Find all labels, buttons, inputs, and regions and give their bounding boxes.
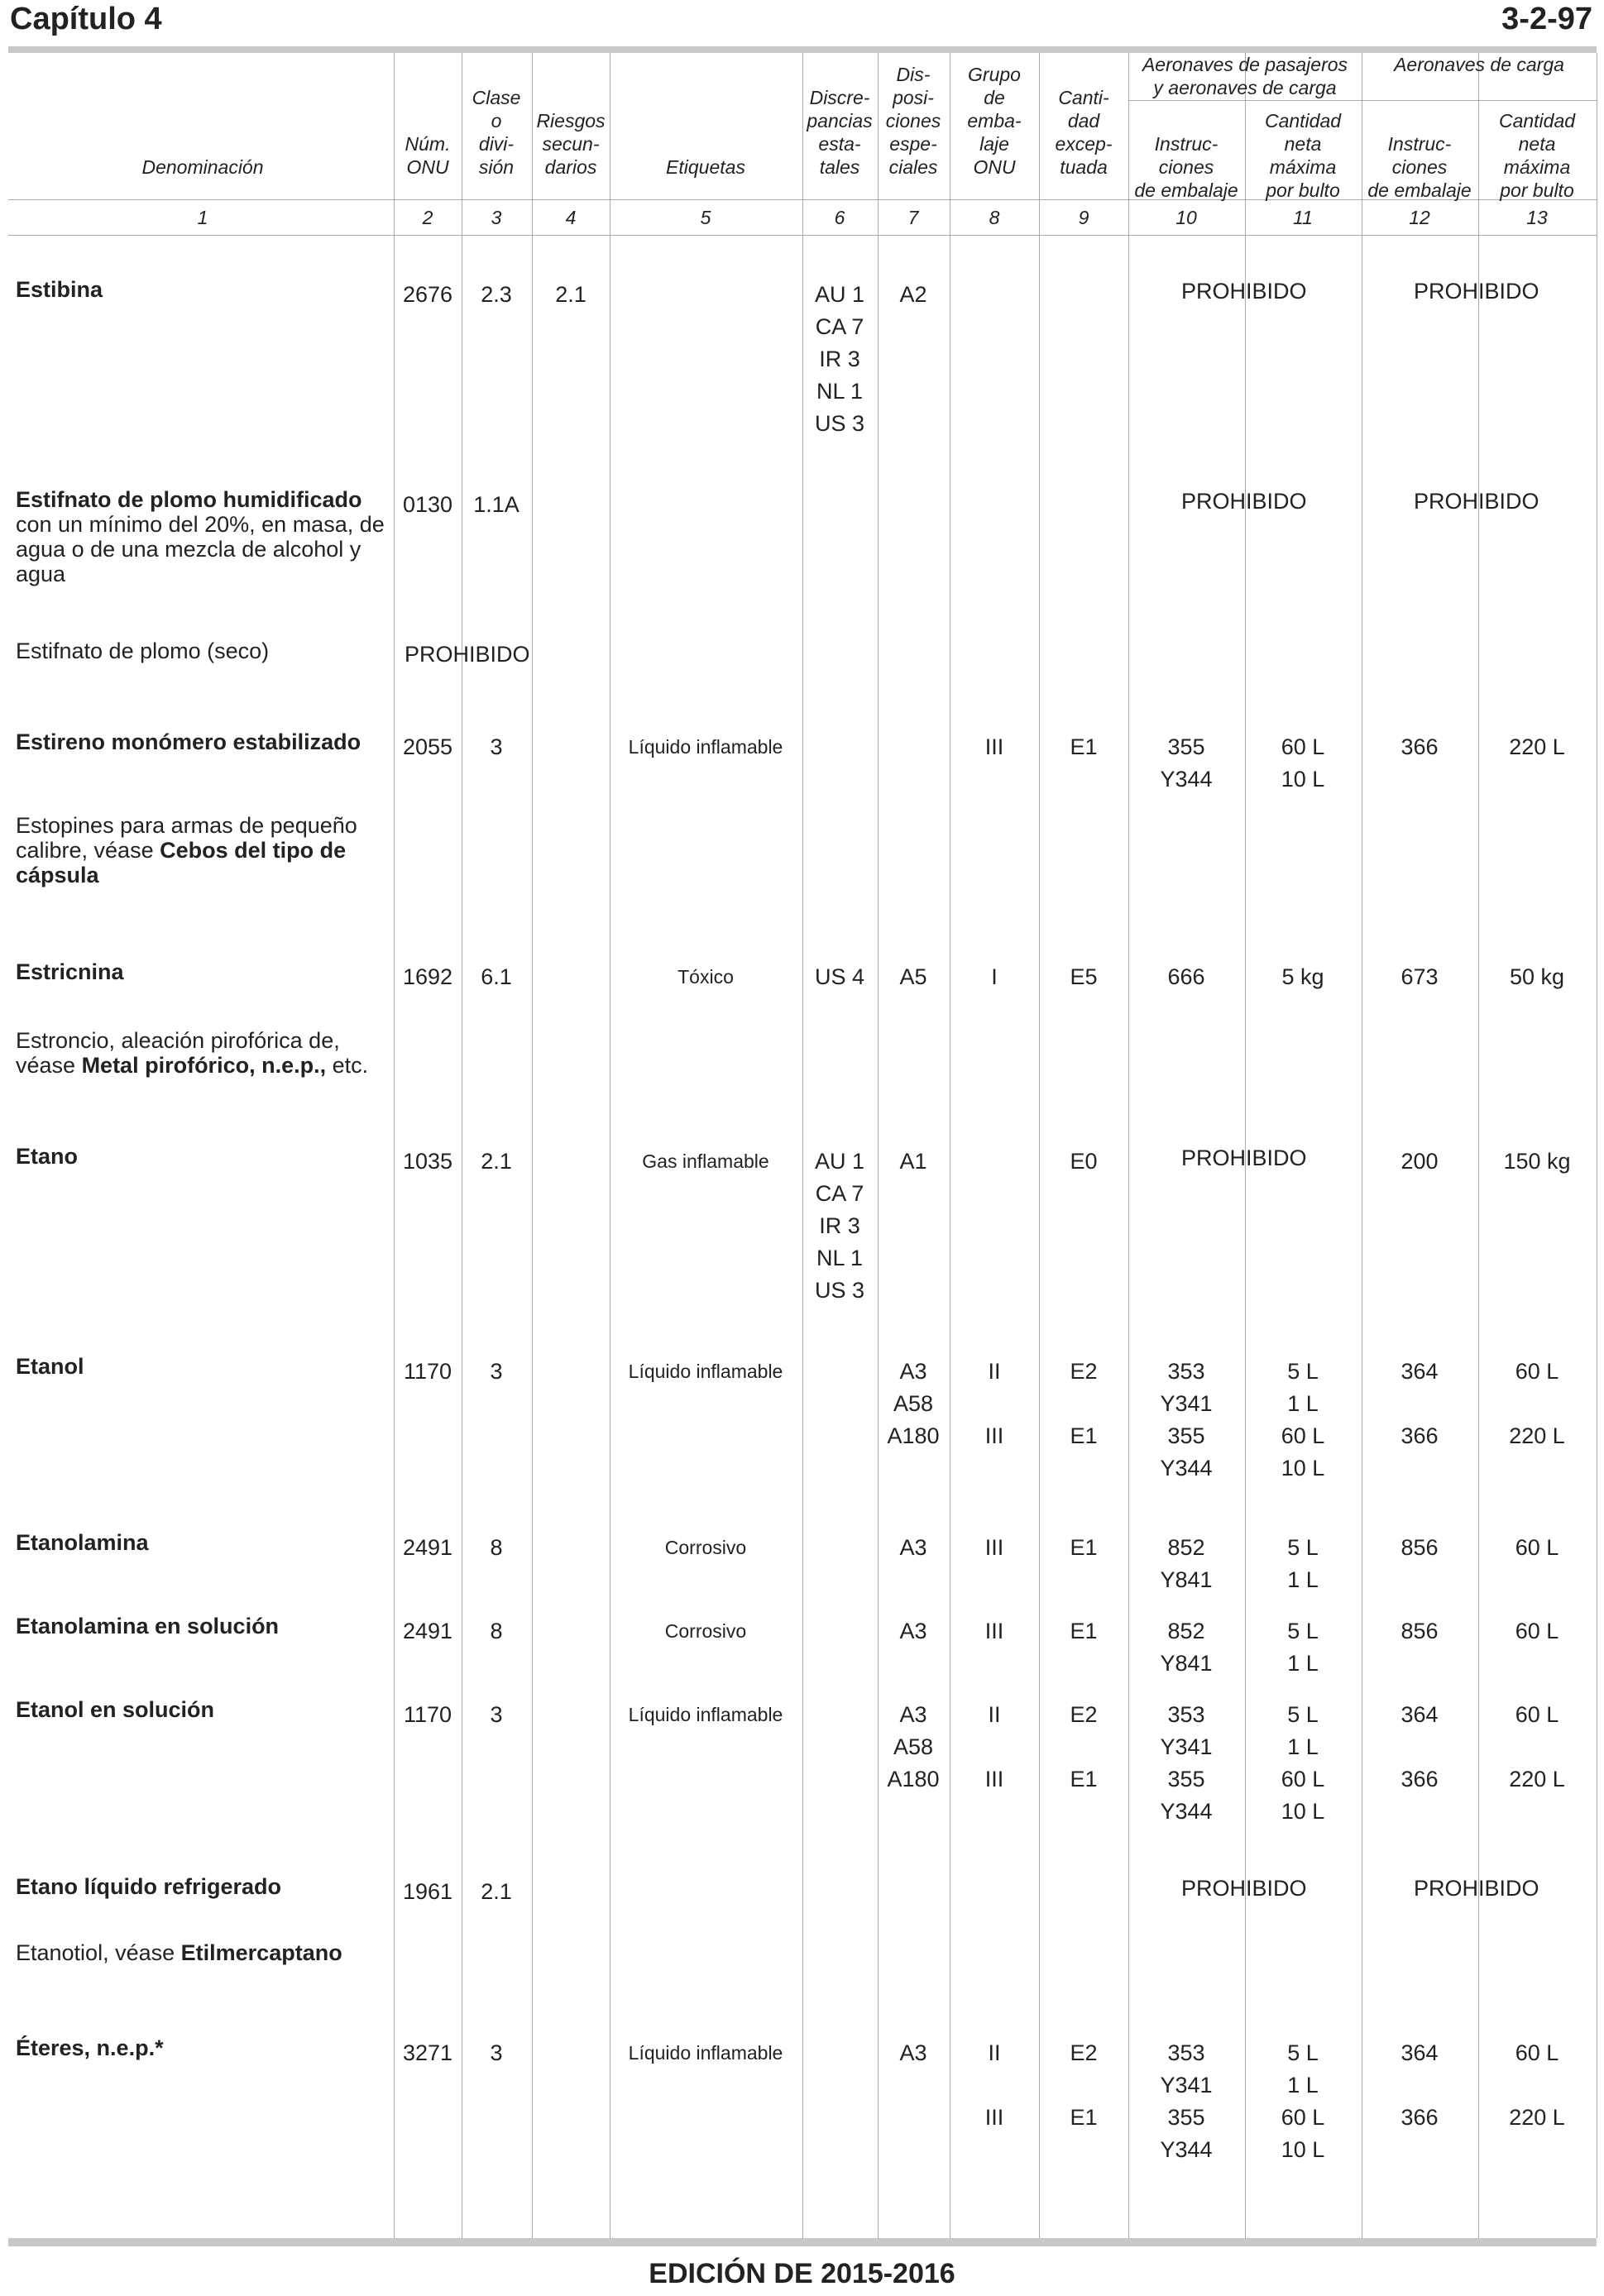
- header-cantidad-neta-pax: neta: [1284, 133, 1322, 155]
- cargo-max-net-qty: 60 L: [1515, 1702, 1559, 1727]
- column-number: 7: [907, 207, 919, 228]
- pax-max-net-qty: 10 L: [1281, 1799, 1325, 1824]
- name-prefix: Estroncio, aleación pirofórica de, véase: [16, 1028, 340, 1078]
- header-cantidad-neta-cargo: neta: [1518, 133, 1556, 155]
- excepted-quantity: E1: [1070, 1767, 1098, 1791]
- packing-group: III: [984, 1767, 1004, 1791]
- state-variation: AU 1: [814, 282, 865, 307]
- edition-footer: EDICIÓN DE 2015-2016: [649, 2258, 955, 2289]
- header-cantidad: Canti-: [1058, 87, 1109, 108]
- class-division: 8: [490, 1619, 503, 1643]
- pax-packing-instruction: 353: [1167, 1702, 1205, 1727]
- pax-max-net-qty: 5 L: [1287, 1359, 1319, 1384]
- header-clase: Clase: [472, 87, 521, 108]
- pax-packing-instruction: 355: [1167, 2105, 1205, 2130]
- hazard-label: Corrosivo: [664, 1620, 747, 1642]
- pax-packing-instruction: 666: [1167, 964, 1205, 989]
- state-variation: NL 1: [816, 1246, 864, 1270]
- special-provision: A1: [899, 1149, 927, 1174]
- header-cantidad-neta-cargo: máxima: [1503, 156, 1571, 178]
- header-cantidad: excep-: [1055, 133, 1113, 155]
- cargo-packing-instruction: 364: [1401, 1359, 1439, 1384]
- column-number: 2: [422, 207, 433, 228]
- header-discrepancias: tales: [819, 156, 860, 178]
- hazard-label: Líquido inflamable: [628, 736, 783, 758]
- hazard-label: Líquido inflamable: [628, 2042, 783, 2064]
- page-number: 3-2-97: [1501, 2, 1592, 36]
- state-variation: US 4: [814, 964, 865, 989]
- cargo-packing-instruction: 856: [1401, 1619, 1439, 1643]
- special-provision: A3: [899, 1359, 927, 1384]
- class-division: 1.1A: [473, 492, 520, 517]
- header-cantidad: tuada: [1060, 156, 1108, 178]
- name-bold: Estibina: [16, 277, 103, 302]
- name-bold: Etanol en solución: [16, 1697, 215, 1722]
- packing-group: III: [984, 1423, 1004, 1448]
- header-instrucciones-pax: ciones: [1158, 156, 1214, 178]
- pax-packing-instruction: Y344: [1160, 767, 1213, 792]
- pax-packing-instruction: Y841: [1160, 1651, 1213, 1676]
- onu-number: 1035: [402, 1149, 453, 1174]
- header-denominacion: Denominación: [141, 156, 264, 178]
- item-name: [16, 1874, 388, 1899]
- header-riesgos: Riesgos: [536, 110, 606, 132]
- class-division: 6.1: [481, 964, 512, 989]
- pax-packing-instruction: Y341: [1160, 1734, 1213, 1759]
- cargo-packing-instruction: 200: [1401, 1149, 1439, 1174]
- excepted-quantity: E2: [1070, 1702, 1098, 1727]
- name-bold: Éteres, n.e.p.*: [16, 2035, 164, 2060]
- header-num-onu: Núm.: [405, 133, 451, 155]
- onu-number: 2055: [402, 734, 453, 759]
- header-riesgos: darios: [544, 156, 597, 178]
- header-grupo: Grupo: [968, 64, 1021, 85]
- excepted-quantity: E1: [1070, 1535, 1098, 1560]
- header-cantidad-neta-pax: Cantidad: [1264, 110, 1342, 132]
- item-name: [16, 729, 388, 754]
- onu-number: 1692: [402, 964, 453, 989]
- packing-group: I: [991, 964, 998, 989]
- cargo-packing-instruction: 856: [1401, 1535, 1439, 1560]
- column-number: 4: [565, 207, 577, 228]
- pax-max-net-qty: 10 L: [1281, 2137, 1325, 2162]
- state-variation: US 3: [814, 1278, 865, 1303]
- item-name: [16, 639, 388, 663]
- excepted-quantity: E2: [1070, 1359, 1098, 1384]
- prohibited-cargo: PROHIBIDO: [1414, 279, 1539, 304]
- excepted-quantity: E2: [1070, 2040, 1098, 2065]
- hazard-label: Líquido inflamable: [628, 1704, 783, 1725]
- special-provision: A58: [893, 1391, 934, 1416]
- column-number: 13: [1526, 207, 1548, 228]
- state-variation: AU 1: [814, 1149, 865, 1174]
- header-etiquetas: Etiquetas: [666, 156, 745, 178]
- name-bold: Etanolamina en solución: [16, 1614, 280, 1638]
- pax-max-net-qty: 1 L: [1287, 1567, 1319, 1592]
- packing-group: III: [984, 2105, 1004, 2130]
- cargo-packing-instruction: 366: [1401, 1767, 1439, 1791]
- item-name: [16, 1940, 388, 1965]
- cargo-max-net-qty: 220 L: [1509, 734, 1565, 759]
- header-clase: sión: [478, 156, 515, 178]
- header-disposiciones: ciales: [888, 156, 938, 178]
- item-name: [16, 1028, 388, 1078]
- pax-packing-instruction: Y344: [1160, 1799, 1213, 1824]
- name-reference: Metal pirofórico, n.e.p.,: [81, 1053, 327, 1078]
- excepted-quantity: E1: [1070, 2105, 1098, 2130]
- excepted-quantity: E1: [1070, 1423, 1098, 1448]
- cargo-packing-instruction: 364: [1401, 1702, 1439, 1727]
- prohibited-cargo: PROHIBIDO: [1414, 1876, 1539, 1901]
- name-reference: Etilmercaptano: [180, 1940, 342, 1965]
- header-carga-group: Aeronaves de carga: [1394, 54, 1564, 75]
- pax-max-net-qty: 60 L: [1281, 1423, 1325, 1448]
- class-division: 3: [490, 734, 503, 759]
- name-bold: Estifnato de plomo humidificado: [16, 487, 362, 512]
- cargo-max-net-qty: 220 L: [1509, 1423, 1565, 1448]
- header-clase: divi-: [478, 133, 515, 155]
- special-provision: A3: [899, 2040, 927, 2065]
- name-bold: Etanolamina: [16, 1530, 149, 1555]
- cargo-max-net-qty: 60 L: [1515, 1359, 1559, 1384]
- header-grupo: laje: [979, 133, 1009, 155]
- packing-group: II: [988, 2040, 1001, 2065]
- class-division: 2.1: [481, 1149, 512, 1174]
- excepted-quantity: E1: [1070, 1619, 1098, 1643]
- name-bold: Estireno monómero estabilizado: [16, 729, 361, 754]
- class-division: 8: [490, 1535, 503, 1560]
- column-number: 11: [1293, 207, 1313, 228]
- state-variation: US 3: [814, 411, 865, 436]
- item-name: [16, 487, 388, 586]
- pax-packing-instruction: 355: [1167, 1767, 1205, 1791]
- cargo-max-net-qty: 220 L: [1509, 2105, 1565, 2130]
- name-reference: Cebos del tipo de cápsula: [16, 838, 347, 887]
- header-instrucciones-pax: Instruc-: [1154, 133, 1219, 155]
- onu-number: 1961: [402, 1879, 453, 1904]
- pax-packing-instruction: 852: [1167, 1535, 1205, 1560]
- pax-packing-instruction: 353: [1167, 1359, 1205, 1384]
- header-cantidad-neta-cargo: Cantidad: [1498, 110, 1576, 132]
- pax-max-net-qty: 5 L: [1287, 1535, 1319, 1560]
- pax-max-net-qty: 60 L: [1281, 734, 1325, 759]
- top-rule: [8, 46, 1597, 53]
- onu-number: 2491: [402, 1535, 453, 1560]
- pax-max-net-qty: 1 L: [1287, 1391, 1319, 1416]
- header-cantidad-neta-pax: máxima: [1269, 156, 1337, 178]
- name-bold: Etano: [16, 1144, 79, 1169]
- header-instrucciones-pax: de embalaje: [1134, 179, 1238, 201]
- prohibited-passenger: PROHIBIDO: [1181, 279, 1307, 304]
- header-discrepancias: Discre-: [809, 87, 870, 108]
- pax-max-net-qty: 10 L: [1281, 767, 1325, 792]
- item-name: [16, 959, 388, 984]
- cargo-packing-instruction: 673: [1401, 964, 1439, 989]
- column-number: 1: [197, 207, 208, 228]
- header-instrucciones-cargo: Instruc-: [1387, 133, 1452, 155]
- state-variation: CA 7: [815, 314, 864, 339]
- header-discrepancias: pancias: [807, 110, 873, 132]
- special-provision: A180: [887, 1767, 940, 1791]
- class-division: 3: [490, 1702, 503, 1727]
- header-cantidad-neta-pax: por bulto: [1266, 179, 1340, 201]
- header-numbers-line: [8, 235, 1597, 236]
- pax-max-net-qty: 1 L: [1287, 1734, 1319, 1759]
- cargo-packing-instruction: 366: [1401, 1423, 1439, 1448]
- hazard-label: Corrosivo: [664, 1537, 747, 1558]
- onu-number: 3271: [402, 2040, 453, 2065]
- header-instrucciones-cargo: de embalaje: [1367, 179, 1472, 201]
- cargo-packing-instruction: 366: [1401, 2105, 1439, 2130]
- pax-packing-instruction: Y341: [1160, 1391, 1213, 1416]
- onu-number: 1170: [403, 1359, 452, 1384]
- name-bold: Estricnina: [16, 959, 124, 984]
- hazard-label: Gas inflamable: [642, 1150, 769, 1172]
- special-provision: A2: [899, 282, 927, 307]
- packing-group: II: [988, 1359, 1001, 1384]
- item-name: [16, 277, 388, 302]
- class-division: 2.1: [481, 1879, 512, 1904]
- header-num-onu: ONU: [406, 156, 449, 178]
- special-provision: A180: [887, 1423, 940, 1448]
- excepted-quantity: E0: [1070, 1149, 1098, 1174]
- header-pasajeros-group: Aeronaves de pasajeros: [1142, 54, 1348, 75]
- cargo-max-net-qty: 150 kg: [1503, 1149, 1571, 1174]
- name-bold: Etano líquido refrigerado: [16, 1874, 282, 1899]
- header-clase: o: [491, 110, 502, 132]
- packing-group: III: [984, 734, 1004, 759]
- onu-number: 2676: [402, 282, 453, 307]
- class-division: 3: [490, 1359, 503, 1384]
- pax-packing-instruction: Y344: [1160, 2137, 1213, 2162]
- header-grupo: ONU: [973, 156, 1016, 178]
- header-riesgos: secun-: [542, 133, 600, 155]
- pax-packing-instruction: Y341: [1160, 2073, 1213, 2097]
- state-variation: NL 1: [816, 379, 864, 404]
- cargo-max-net-qty: 60 L: [1515, 2040, 1559, 2065]
- pax-max-net-qty: 60 L: [1281, 2105, 1325, 2130]
- excepted-quantity: E5: [1070, 964, 1098, 989]
- state-variation: IR 3: [819, 1213, 860, 1238]
- header-cantidad-neta-cargo: por bulto: [1500, 179, 1574, 201]
- header-grupo: emba-: [967, 110, 1022, 132]
- item-name: [16, 1614, 388, 1638]
- pax-max-net-qty: 10 L: [1281, 1456, 1325, 1480]
- onu-number: 0130: [402, 492, 453, 517]
- header-pasajeros-group: y aeronaves de carga: [1153, 77, 1337, 98]
- state-variation: CA 7: [815, 1181, 864, 1206]
- hazard-label: Líquido inflamable: [628, 1361, 783, 1382]
- pax-packing-instruction: Y841: [1160, 1567, 1213, 1592]
- prohibited-cargo: PROHIBIDO: [1414, 489, 1539, 514]
- pax-max-net-qty: 60 L: [1281, 1767, 1325, 1791]
- header-disposiciones: Dis-: [896, 64, 931, 85]
- header-group-line: [1128, 100, 1597, 101]
- bottom-rule: [8, 2238, 1597, 2246]
- packing-group: III: [984, 1619, 1004, 1643]
- secondary-risk: 2.1: [555, 282, 587, 307]
- excepted-quantity: E1: [1070, 734, 1098, 759]
- pax-max-net-qty: 5 L: [1287, 2040, 1319, 2065]
- column-number: 12: [1409, 207, 1430, 228]
- packing-group: II: [988, 1702, 1001, 1727]
- special-provision: A58: [893, 1734, 934, 1759]
- pax-packing-instruction: 852: [1167, 1619, 1205, 1643]
- pax-max-net-qty: 1 L: [1287, 2073, 1319, 2097]
- name-prefix: Estopines para armas de pequeño calibre, véase: [16, 813, 357, 863]
- item-name: [16, 2035, 388, 2060]
- column-number: 5: [700, 207, 711, 228]
- item-name: [16, 1354, 388, 1379]
- cargo-packing-instruction: 364: [1401, 2040, 1439, 2065]
- item-name: [16, 1530, 388, 1555]
- name-suffix: etc.: [326, 1053, 369, 1078]
- header-disposiciones: espe-: [889, 133, 937, 155]
- pax-max-net-qty: 1 L: [1287, 1651, 1319, 1676]
- special-provision: A3: [899, 1619, 927, 1643]
- cargo-max-net-qty: 220 L: [1509, 1767, 1565, 1791]
- chapter-title: Capítulo 4: [10, 2, 162, 36]
- column-number: 6: [834, 207, 845, 228]
- prohibited-passenger: PROHIBIDO: [1181, 1146, 1307, 1170]
- name-detail: con un mínimo del 20%, en masa, de agua o de una mezcla de alcohol y agua: [16, 512, 385, 586]
- cargo-max-net-qty: 50 kg: [1509, 964, 1565, 989]
- prohibited-passenger: PROHIBIDO: [1181, 489, 1307, 514]
- pax-packing-instruction: 353: [1167, 2040, 1205, 2065]
- pax-packing-instruction: 355: [1167, 734, 1205, 759]
- special-provision: A3: [899, 1535, 927, 1560]
- onu-number: 2491: [402, 1619, 453, 1643]
- pax-packing-instruction: 355: [1167, 1423, 1205, 1448]
- onu-number: 1170: [403, 1702, 452, 1727]
- hazard-label: Tóxico: [678, 966, 734, 988]
- cargo-max-net-qty: 60 L: [1515, 1535, 1559, 1560]
- cargo-max-net-qty: 60 L: [1515, 1619, 1559, 1643]
- pax-packing-instruction: Y344: [1160, 1456, 1213, 1480]
- pax-max-net-qty: 5 L: [1287, 1702, 1319, 1727]
- prohibited-passenger: PROHIBIDO: [1181, 1876, 1307, 1901]
- pax-max-net-qty: 5 L: [1287, 1619, 1319, 1643]
- item-name: [16, 1697, 388, 1722]
- special-provision: A3: [899, 1702, 927, 1727]
- header-instrucciones-cargo: ciones: [1391, 156, 1448, 178]
- name-bold: Etanol: [16, 1354, 84, 1379]
- column-number: 3: [491, 207, 502, 228]
- item-name: [16, 813, 388, 887]
- item-name: [16, 1144, 388, 1169]
- name-text: Estifnato de plomo (seco): [16, 639, 270, 663]
- packing-group: III: [984, 1535, 1004, 1560]
- special-provision: A5: [899, 964, 927, 989]
- header-disposiciones: posi-: [893, 87, 934, 108]
- name-prefix: Etanotiol, véase: [16, 1940, 181, 1965]
- prohibited-all: PROHIBIDO: [405, 642, 530, 667]
- header-discrepancias: esta-: [818, 133, 861, 155]
- column-number: 10: [1175, 207, 1197, 228]
- state-variation: IR 3: [819, 347, 860, 371]
- header-disposiciones: ciones: [885, 110, 941, 132]
- header-cantidad: dad: [1067, 110, 1100, 132]
- class-division: 3: [490, 2040, 503, 2065]
- header-grupo: de: [984, 87, 1005, 108]
- cargo-packing-instruction: 366: [1401, 734, 1439, 759]
- class-division: 2.3: [481, 282, 512, 307]
- pax-max-net-qty: 5 kg: [1281, 964, 1324, 989]
- column-number: 8: [989, 207, 1000, 228]
- column-number: 9: [1078, 207, 1089, 228]
